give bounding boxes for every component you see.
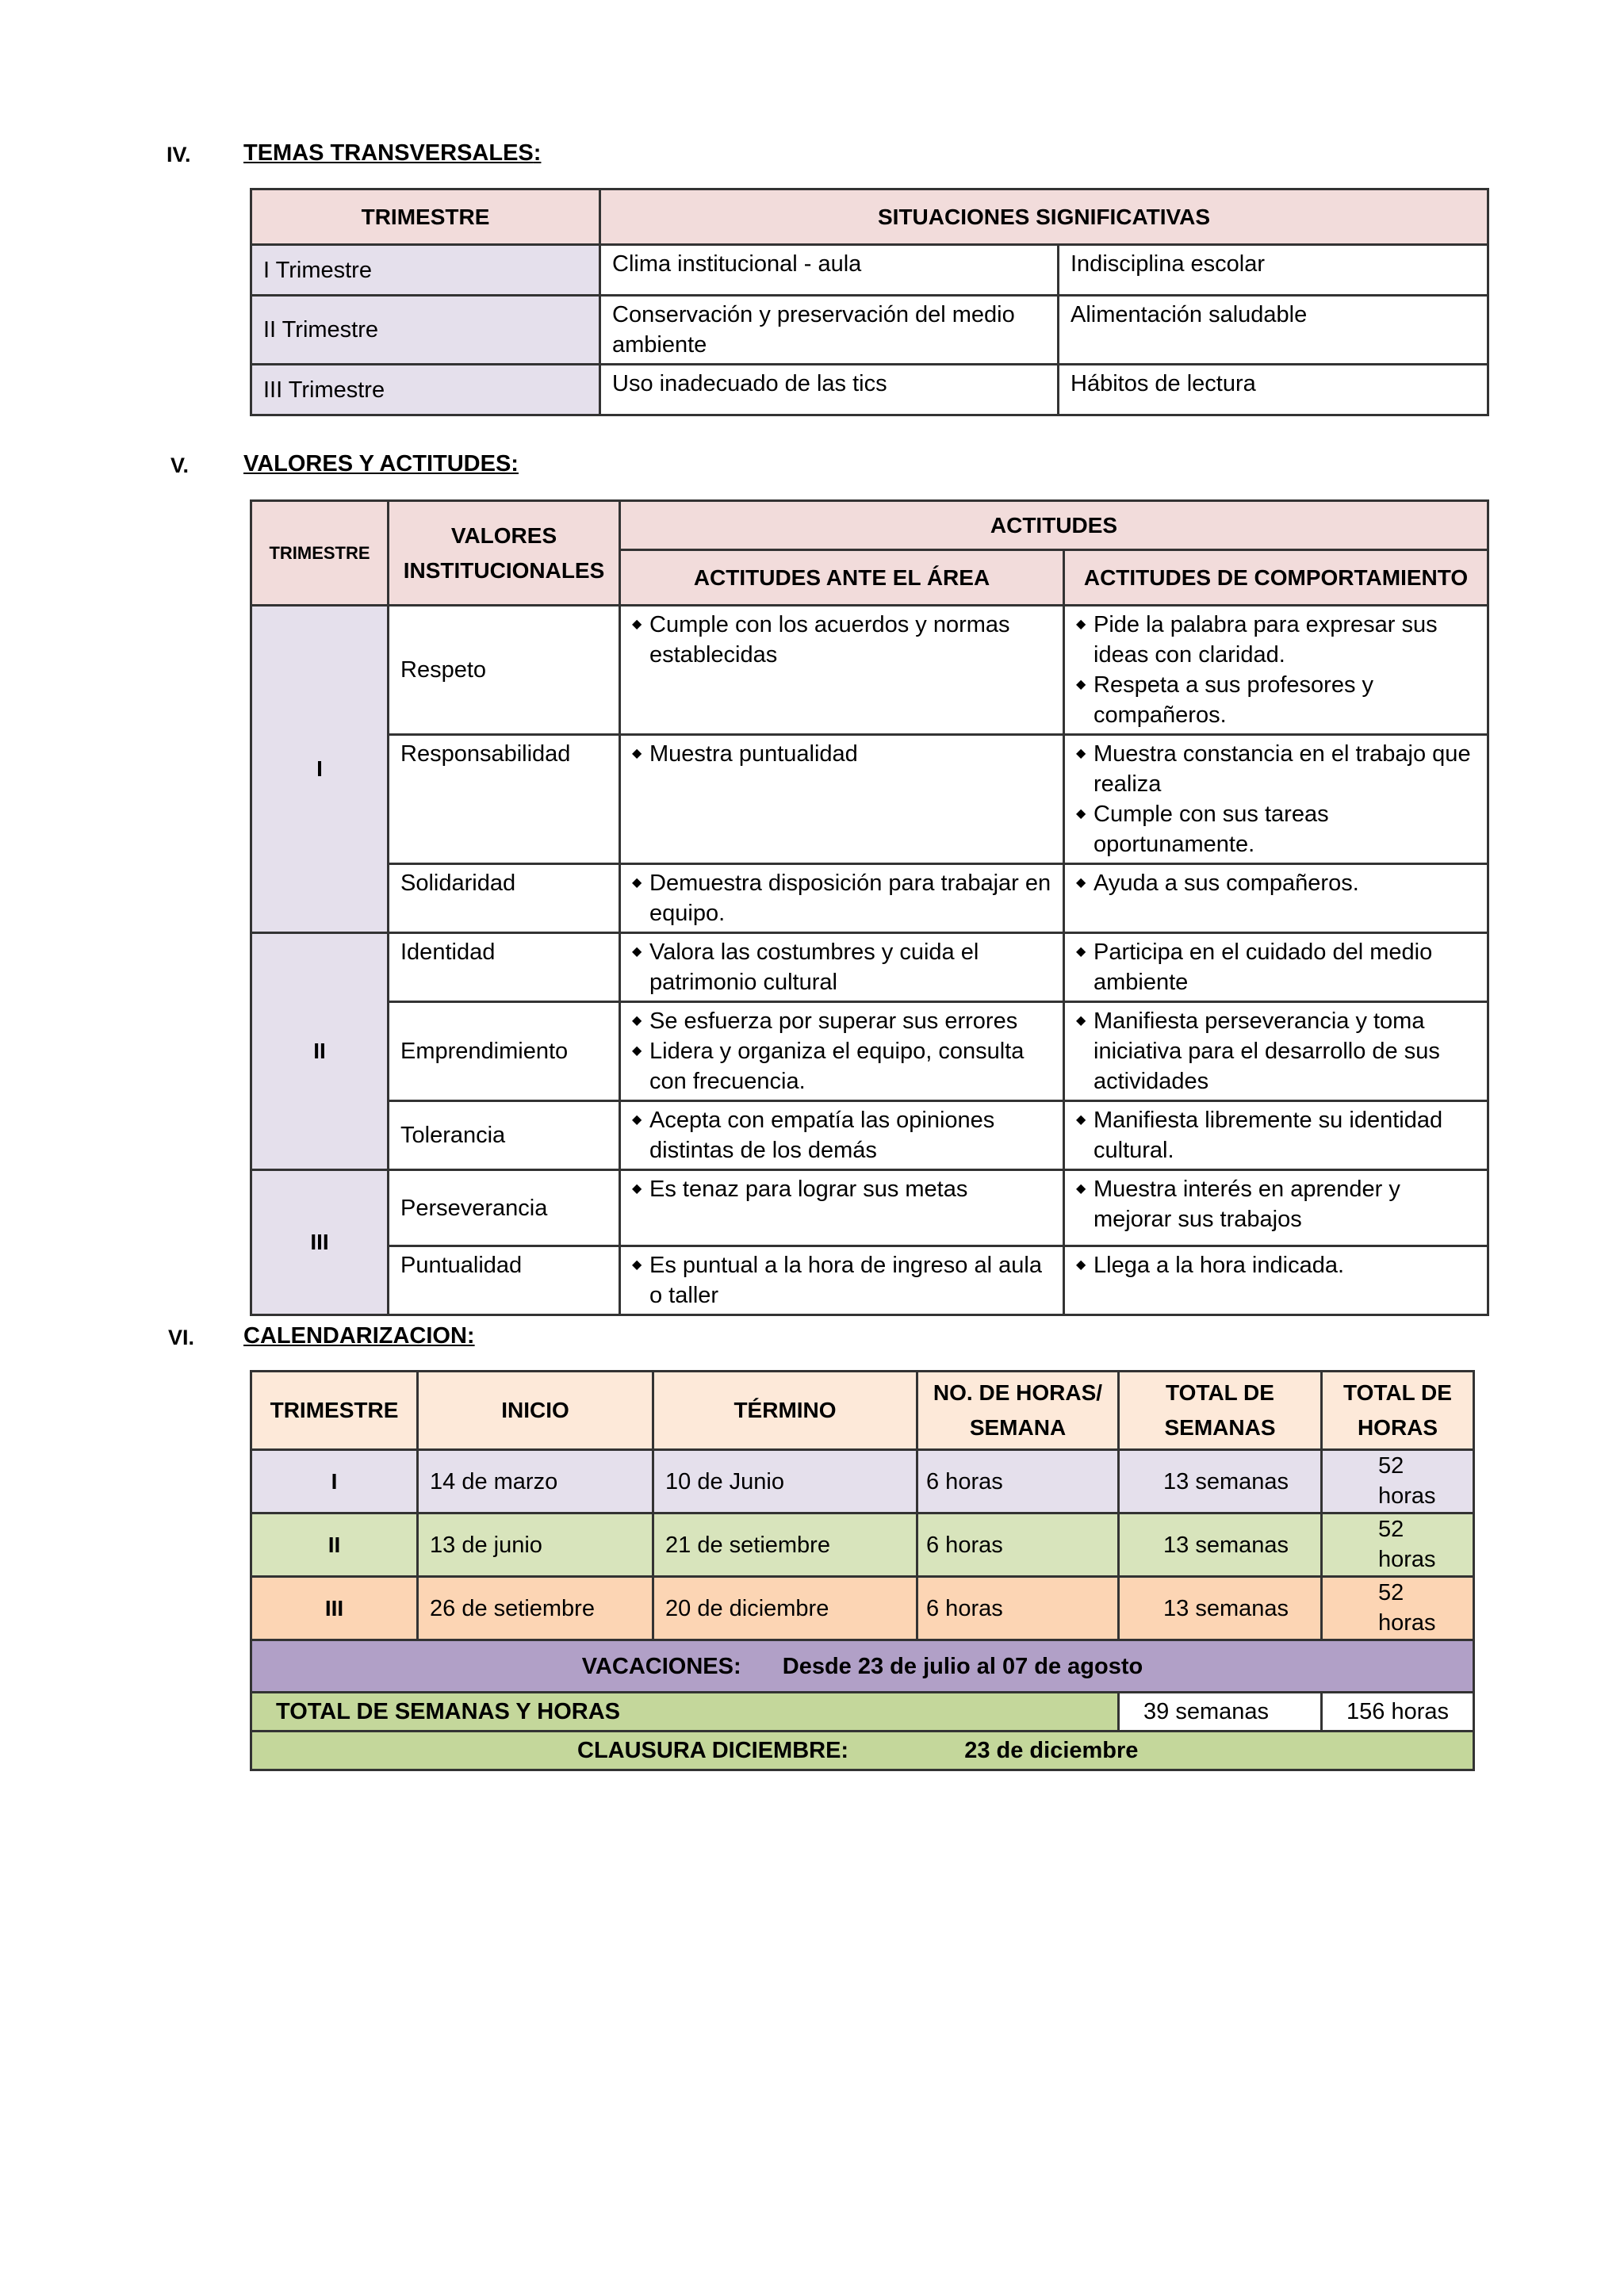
section-4-number: IV. — [167, 143, 191, 166]
clausura-label: CLAUSURA DICIEMBRE: — [577, 1738, 849, 1763]
clausura-value: 23 de diciembre — [964, 1738, 1139, 1763]
table-row — [251, 1513, 1474, 1577]
valor-cell: Perseverancia — [389, 1170, 620, 1246]
situacion-cell: Alimentación saludable — [1059, 296, 1488, 365]
vacaciones-label: VACACIONES: — [581, 1653, 741, 1679]
total-horas: 156 horas — [1322, 1693, 1474, 1732]
trimestre-cell: III — [251, 1170, 389, 1315]
comp-cell — [1064, 933, 1488, 1002]
section-4-title — [243, 140, 541, 166]
inicio-cell: 13 de junio — [418, 1513, 653, 1577]
header-trimestre: TRIMESTRE — [251, 1372, 418, 1450]
table-row — [251, 296, 1488, 365]
table-row — [251, 1002, 1488, 1101]
area-cell — [620, 1170, 1064, 1246]
total-row — [251, 1693, 1474, 1732]
valores-actitudes-table — [250, 499, 1489, 1316]
horas-cell: 6 horas — [917, 1577, 1119, 1640]
table-row — [251, 1450, 1474, 1513]
list-item: ◆ Muestra constancia en el trabajo que realiza — [1076, 739, 1476, 799]
section-4-title-colon: : — [533, 140, 542, 166]
header-inicio: INICIO — [418, 1372, 653, 1450]
list-item: ◆ Demuestra disposición para trabajar en equipo. — [632, 868, 1051, 928]
trimestre-cell: I — [251, 1450, 418, 1513]
total-semanas: 39 semanas — [1119, 1693, 1322, 1732]
header-actitudes-area: ACTITUDES ANTE EL ÁREA — [620, 550, 1064, 606]
list-item: ◆ Pide la palabra para expresar sus ideas con claridad. — [1076, 610, 1476, 670]
table-row — [251, 606, 1488, 735]
comp-cell — [1064, 735, 1488, 864]
list-item: ◆ Cumple con sus tareas oportunamente. — [1076, 799, 1476, 859]
section-4-title-text: TEMAS TRANSVERSALES — [243, 140, 534, 166]
header-actitudes: ACTITUDES — [620, 501, 1488, 550]
situacion-cell: Uso inadecuado de las tics — [600, 365, 1059, 415]
list-item: ◆ Ayuda a sus compañeros. — [1076, 868, 1476, 898]
list-item: ◆ Muestra puntualidad — [632, 739, 1051, 769]
situacion-cell: Clima institucional - aula — [600, 245, 1059, 296]
list-item: ◆ Acepta con empatía las opiniones distintas de los demás — [632, 1105, 1051, 1165]
vacaciones-cell — [251, 1640, 1474, 1693]
calendarizacion-table — [250, 1370, 1475, 1771]
comp-cell — [1064, 1170, 1488, 1246]
list-item: ◆ Respeta a sus profesores y compañeros. — [1076, 670, 1476, 730]
section-6-title: CALENDARIZACION: — [243, 1323, 475, 1349]
situacion-cell: Hábitos de lectura — [1059, 365, 1488, 415]
trimestre-cell: I Trimestre — [251, 245, 600, 296]
list-item: ◆ Valora las costumbres y cuida el patrimonio cultural — [632, 937, 1051, 997]
inicio-cell: 26 de setiembre — [418, 1577, 653, 1640]
total-horas-cell: 52 horas — [1322, 1577, 1474, 1640]
valor-cell: Puntualidad — [389, 1246, 620, 1315]
inicio-cell: 14 de marzo — [418, 1450, 653, 1513]
header-trimestre: TRIMESTRE — [251, 189, 600, 245]
termino-cell: 20 de diciembre — [653, 1577, 917, 1640]
list-item: ◆ Es tenaz para lograr sus metas — [632, 1174, 1051, 1204]
header-termino: TÉRMINO — [653, 1372, 917, 1450]
header-situaciones: SITUACIONES SIGNIFICATIVAS — [600, 189, 1488, 245]
header-horas-semana: NO. DE HORAS/ SEMANA — [917, 1372, 1119, 1450]
semanas-cell: 13 semanas — [1119, 1577, 1322, 1640]
comp-cell — [1064, 864, 1488, 933]
area-cell — [620, 1101, 1064, 1170]
horas-cell: 6 horas — [917, 1450, 1119, 1513]
header-total-horas: TOTAL DE HORAS — [1322, 1372, 1474, 1450]
comp-cell — [1064, 1101, 1488, 1170]
header-actitudes-comportamiento: ACTITUDES DE COMPORTAMIENTO — [1064, 550, 1488, 606]
trimestre-cell: II Trimestre — [251, 296, 600, 365]
table-row — [251, 1101, 1488, 1170]
horas-cell: 6 horas — [917, 1513, 1119, 1577]
area-cell — [620, 1246, 1064, 1315]
table-row — [251, 1170, 1488, 1246]
list-item: ◆ Muestra interés en aprender y mejorar sus trabajos — [1076, 1174, 1476, 1234]
list-item: ◆ Es puntual a la hora de ingreso al aula o taller — [632, 1250, 1051, 1311]
header-total-semanas: TOTAL DE SEMANAS — [1119, 1372, 1322, 1450]
termino-cell: 10 de Junio — [653, 1450, 917, 1513]
header-trimestre: TRIMESTRE — [251, 501, 389, 606]
total-label: TOTAL DE SEMANAS Y HORAS — [251, 1693, 1119, 1732]
area-cell — [620, 735, 1064, 864]
comp-cell — [1064, 606, 1488, 735]
table-row — [251, 1577, 1474, 1640]
header-valores-line-2: INSTITUCIONALES — [403, 557, 605, 583]
total-horas-cell: 52 horas — [1322, 1513, 1474, 1577]
clausura-cell — [251, 1732, 1474, 1770]
clausura-row — [251, 1732, 1474, 1770]
trimestre-cell: II — [251, 1513, 418, 1577]
list-item: ◆ Manifiesta libremente su identidad cultural. — [1076, 1105, 1476, 1165]
area-cell — [620, 864, 1064, 933]
header-valores-line-1: VALORES — [450, 522, 557, 548]
section-5-title: VALORES Y ACTITUDES: — [243, 451, 519, 476]
comp-cell — [1064, 1002, 1488, 1101]
trimestre-cell: I — [251, 606, 389, 933]
section-5-number: V. — [170, 453, 190, 477]
vacaciones-value: Desde 23 de julio al 07 de agosto — [782, 1653, 1143, 1679]
area-cell — [620, 1002, 1064, 1101]
table-row — [251, 933, 1488, 1002]
situacion-cell: Indisciplina escolar — [1059, 245, 1488, 296]
header-valores — [389, 501, 620, 606]
valor-cell: Responsabilidad — [389, 735, 620, 864]
area-cell — [620, 933, 1064, 1002]
table-row — [251, 864, 1488, 933]
valor-cell: Respeto — [389, 606, 620, 735]
section-6-number: VI. — [168, 1326, 195, 1349]
valor-cell: Identidad — [389, 933, 620, 1002]
semanas-cell: 13 semanas — [1119, 1450, 1322, 1513]
comp-cell — [1064, 1246, 1488, 1315]
list-item: ◆ Participa en el cuidado del medio ambiente — [1076, 937, 1476, 997]
semanas-cell: 13 semanas — [1119, 1513, 1322, 1577]
list-item: ◆ Llega a la hora indicada. — [1076, 1250, 1476, 1280]
valor-cell: Tolerancia — [389, 1101, 620, 1170]
table-row — [251, 735, 1488, 864]
table-row — [251, 245, 1488, 296]
total-horas-cell: 52 horas — [1322, 1450, 1474, 1513]
list-item: ◆ Se esfuerza por superar sus errores — [632, 1006, 1051, 1036]
termino-cell: 21 de setiembre — [653, 1513, 917, 1577]
list-item: ◆ Lidera y organiza el equipo, consulta con frecuencia. — [632, 1036, 1051, 1096]
list-item: ◆ Cumple con los acuerdos y normas establecidas — [632, 610, 1051, 670]
trimestre-cell: II — [251, 933, 389, 1170]
table-row — [251, 1246, 1488, 1315]
area-cell — [620, 606, 1064, 735]
list-item: ◆ Manifiesta perseverancia y toma iniciativa para el desarrollo de sus actividades — [1076, 1006, 1476, 1096]
trimestre-cell: III — [251, 1577, 418, 1640]
table-row — [251, 365, 1488, 415]
situacion-cell: Conservación y preservación del medio ambiente — [600, 296, 1059, 365]
valor-cell: Emprendimiento — [389, 1002, 620, 1101]
valor-cell: Solidaridad — [389, 864, 620, 933]
vacaciones-row — [251, 1640, 1474, 1693]
trimestre-cell: III Trimestre — [251, 365, 600, 415]
temas-transversales-table — [250, 188, 1489, 416]
